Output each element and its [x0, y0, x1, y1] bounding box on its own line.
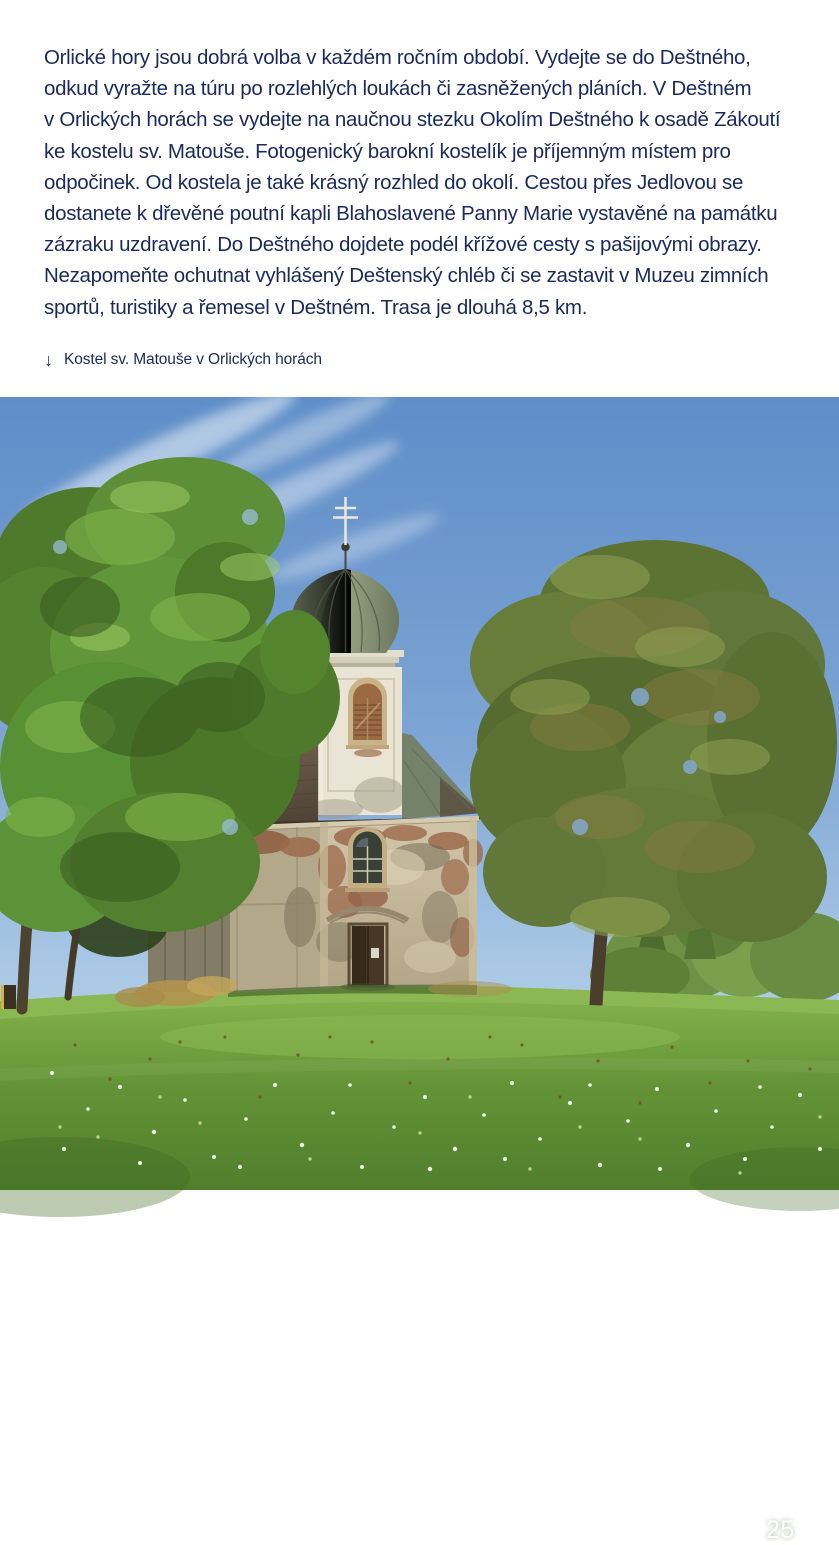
paragraph-line: odpočinek. Od kostela je také krásný rozhled do okolí. Cestou přes Jedlovou se [44, 170, 744, 194]
paragraph-line: zázraku uzdravení. Do Deštného dojdete podél křížové cesty s pašijovými obrazy. [44, 233, 762, 257]
paragraph-line: Nezapomeňte ochutnat vyhlášený Deštenský chléb či se zastavit v Muzeu zimních [44, 264, 769, 288]
nave-window [345, 828, 390, 893]
paragraph-line: Orlické hory jsou dobrá volba v každém ročním období. Vydejte se do Deštného, [44, 46, 751, 69]
paragraph-line: sportů, turistiky a řemesel v Deštném. Trasa je dlouhá 8,5 km. [44, 295, 588, 319]
paragraph-line: odkud vyražte na túru po rozlehlých loukách či zasněžených pláních. V Deštném [44, 77, 752, 101]
church-photo-illustration [0, 397, 839, 1190]
nave [226, 816, 483, 997]
page-number: 25 [766, 1516, 795, 1544]
down-arrow-icon: ↓ [44, 350, 53, 370]
paragraph-line: v Orlických horách se vydejte na naučnou stezku Okolím Deštného k osadě Zákoutí [44, 108, 781, 132]
paragraph-line: ke kostelu sv. Matouše. Fotogenický barokní kostelík je příjemným místem pro [44, 139, 731, 163]
tower-window [346, 678, 389, 758]
intro-paragraph [44, 42, 780, 323]
paragraph-line: dostanete k dřevěné poutní kapli Blahoslavené Panny Marie vystavěné na památku [44, 202, 778, 226]
meadow [0, 1002, 839, 1217]
photo-caption [44, 351, 322, 369]
caption-text: Kostel sv. Matouše v Orlických horách [64, 351, 322, 368]
trail-sign [1, 985, 16, 1009]
church-photo [0, 397, 839, 1544]
